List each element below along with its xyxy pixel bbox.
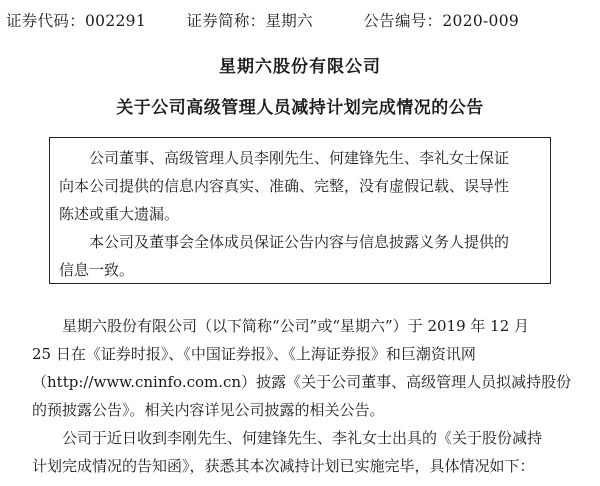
text-line: 本公司及董事会全体成员保证公告内容与信息披露义务人提供的 [89,233,510,251]
body-paragraph-2 [32,424,572,480]
announcement-body [32,312,572,480]
text-line: 向本公司提供的信息内容真实、准确、完整，没有虚假记载、误导性 [59,177,510,195]
stock-abbr-value: 星期六 [265,12,313,30]
text-line: 信息一致。 [59,261,135,279]
document-title: 关于公司高级管理人员减持计划完成情况的公告 [116,98,484,118]
text-line: 陈述或重大遗漏。 [59,205,180,223]
announcement-no-label: 公告编号： [363,12,443,30]
text-line: 星期六股份有限公司（以下简称“公司”或“星期六”）于 2019 年 12 月 [62,317,530,335]
stock-code-label: 证券代码： [6,12,86,30]
text-line: （http://www.cninfo.com.cn）披露《关于公司董事、高级管理人员拟减持股份 [32,373,572,391]
stock-code-value: 002291 [85,12,146,30]
text-line: 的预披露公告》。相关内容详见公司披露的相关公告。 [32,401,385,419]
announcement-header [6,9,594,31]
disclaimer-paragraph-1 [59,144,540,228]
body-paragraph-1 [32,312,572,424]
company-name: 星期六股份有限公司 [219,57,381,77]
text-line: 公司于近日收到李刚先生、何建锋先生、李礼女士出具的《关于股份减持 [62,429,543,447]
text-line: 25 日在《证券时报》、《中国证券报》、《上海证券报》和巨潮资讯网 [32,345,476,363]
stock-abbr-label: 证券简称： [186,12,266,30]
text-line: 计划完成情况的告知函》，获悉其本次减持计划已实施完毕，具体情况如下： [32,457,535,475]
text-line: 公司董事、高级管理人员李刚先生、何建锋先生、李礼女士保证 [89,149,510,167]
disclaimer-box [49,137,551,284]
announcement-no-value: 2020-009 [442,12,520,30]
disclaimer-paragraph-2 [59,228,540,284]
